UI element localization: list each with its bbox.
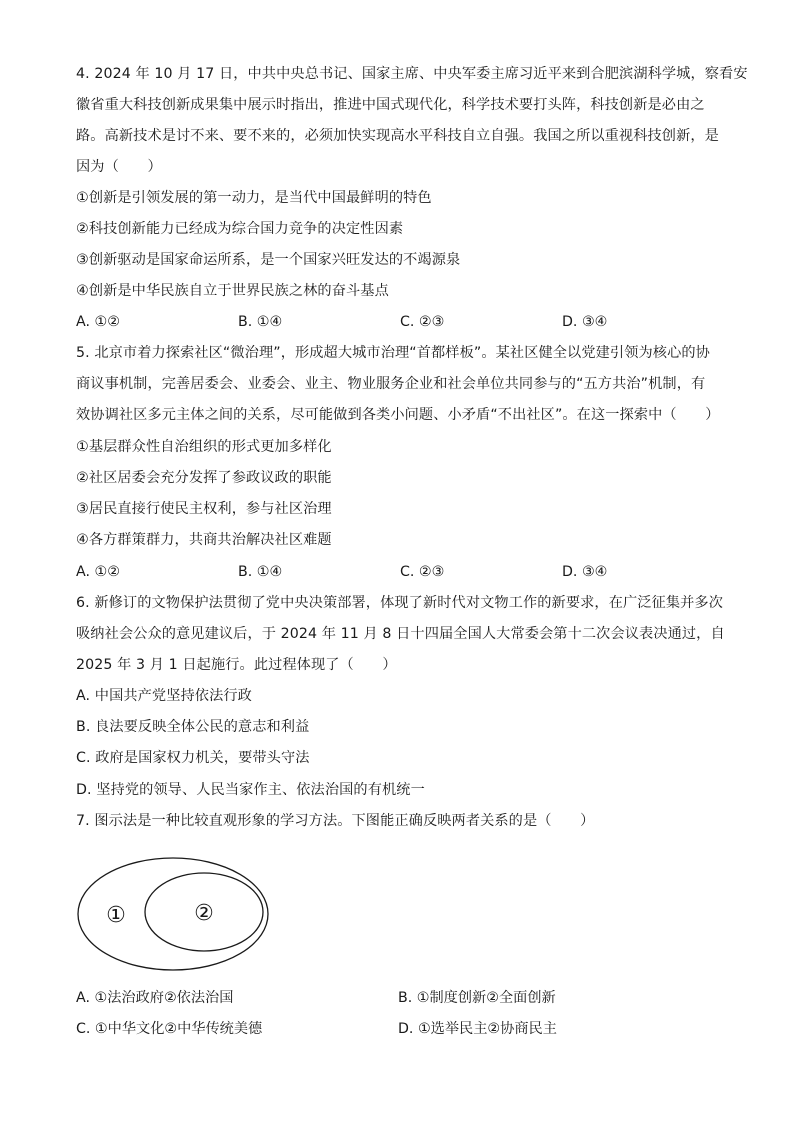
q4-option-a: A. ①② <box>76 314 120 330</box>
q4-item-4: ④创新是中华民族自立于世界民族之林的奋斗基点 <box>76 283 389 299</box>
q4-stem-line-1: 4. 2024 年 10 月 17 日，中共中央总书记、国家主席、中央军委主席习近平来到合肥滨湖科学城，察看安 <box>76 66 748 82</box>
q6-stem-line-2: 吸纳社会公众的意见建议后，于 2024 年 11 月 8 日十四届全国人大常委会第十二次会议表决通过，自 <box>76 626 725 642</box>
q4-stem-line-3: 路。高新技术是讨不来、要不来的，必须加快实现高水平科技自立自强。我国之所以重视科技创新，是 <box>76 128 719 144</box>
q5-stem-line-1: 5. 北京市着力探索社区“微治理”，形成超大城市治理“首都样板”。某社区健全以党建引领为核心的协 <box>76 345 710 361</box>
outer-label: ① <box>106 903 126 928</box>
venn-diagram <box>74 856 274 986</box>
q7-option-c: C. ①中华文化②中华传统美德 <box>76 1021 263 1037</box>
inner-label: ② <box>194 901 214 926</box>
q5-option-c: C. ②③ <box>400 564 445 580</box>
q5-stem-line-3: 效协调社区多元主体之间的关系，尽可能做到各类小问题、小矛盾“不出社区”。在这一探索中（ ） <box>76 407 720 423</box>
q7-option-b: B. ①制度创新②全面创新 <box>398 990 556 1006</box>
q4-item-1: ①创新是引领发展的第一动力，是当代中国最鲜明的特色 <box>76 190 432 206</box>
q4-stem-line-2: 徽省重大科技创新成果集中展示时指出，推进中国式现代化，科学技术要打头阵，科技创新是必由之 <box>76 97 705 113</box>
q6-option-a: A. 中国共产党坚持依法行政 <box>76 688 252 704</box>
q6-option-c: C. 政府是国家权力机关，要带头守法 <box>76 750 310 766</box>
q6-stem-line-3: 2025 年 3 月 1 日起施行。此过程体现了（ ） <box>76 657 397 673</box>
q5-option-b: B. ①④ <box>238 564 283 580</box>
q6-stem-line-1: 6. 新修订的文物保护法贯彻了党中央决策部署，体现了新时代对文物工作的新要求，在广泛征集并多次 <box>76 595 723 611</box>
q5-item-1: ①基层群众性自治组织的形式更加多样化 <box>76 439 332 455</box>
q5-option-a: A. ①② <box>76 564 120 580</box>
q4-option-c: C. ②③ <box>400 314 445 330</box>
q5-item-4: ④各方群策群力，共商共治解决社区难题 <box>76 532 332 548</box>
q6-option-d: D. 坚持党的领导、人民当家作主、依法治国的有机统一 <box>76 782 425 798</box>
q7-option-d: D. ①选举民主②协商民主 <box>398 1021 557 1037</box>
q5-item-2: ②社区居委会充分发挥了参政议政的职能 <box>76 470 332 486</box>
q7-stem: 7. 图示法是一种比较直观形象的学习方法。下图能正确反映两者关系的是（ ） <box>76 813 595 829</box>
q4-option-b: B. ①④ <box>238 314 283 330</box>
q7-option-a: A. ①法治政府②依法治国 <box>76 990 234 1006</box>
q4-option-d: D. ③④ <box>562 314 608 330</box>
q4-item-3: ③创新驱动是国家命运所系，是一个国家兴旺发达的不竭源泉 <box>76 252 461 268</box>
q5-item-3: ③居民直接行使民主权利，参与社区治理 <box>76 501 332 517</box>
q5-stem-line-2: 商议事机制，完善居委会、业委会、业主、物业服务企业和社会单位共同参与的“五方共治”机制，有 <box>76 376 706 392</box>
q5-option-d: D. ③④ <box>562 564 608 580</box>
q4-stem-line-4: 因为（ ） <box>76 159 162 175</box>
q6-option-b: B. 良法要反映全体公民的意志和利益 <box>76 719 310 735</box>
q4-item-2: ②科技创新能力已经成为综合国力竞争的决定性因素 <box>76 221 404 237</box>
